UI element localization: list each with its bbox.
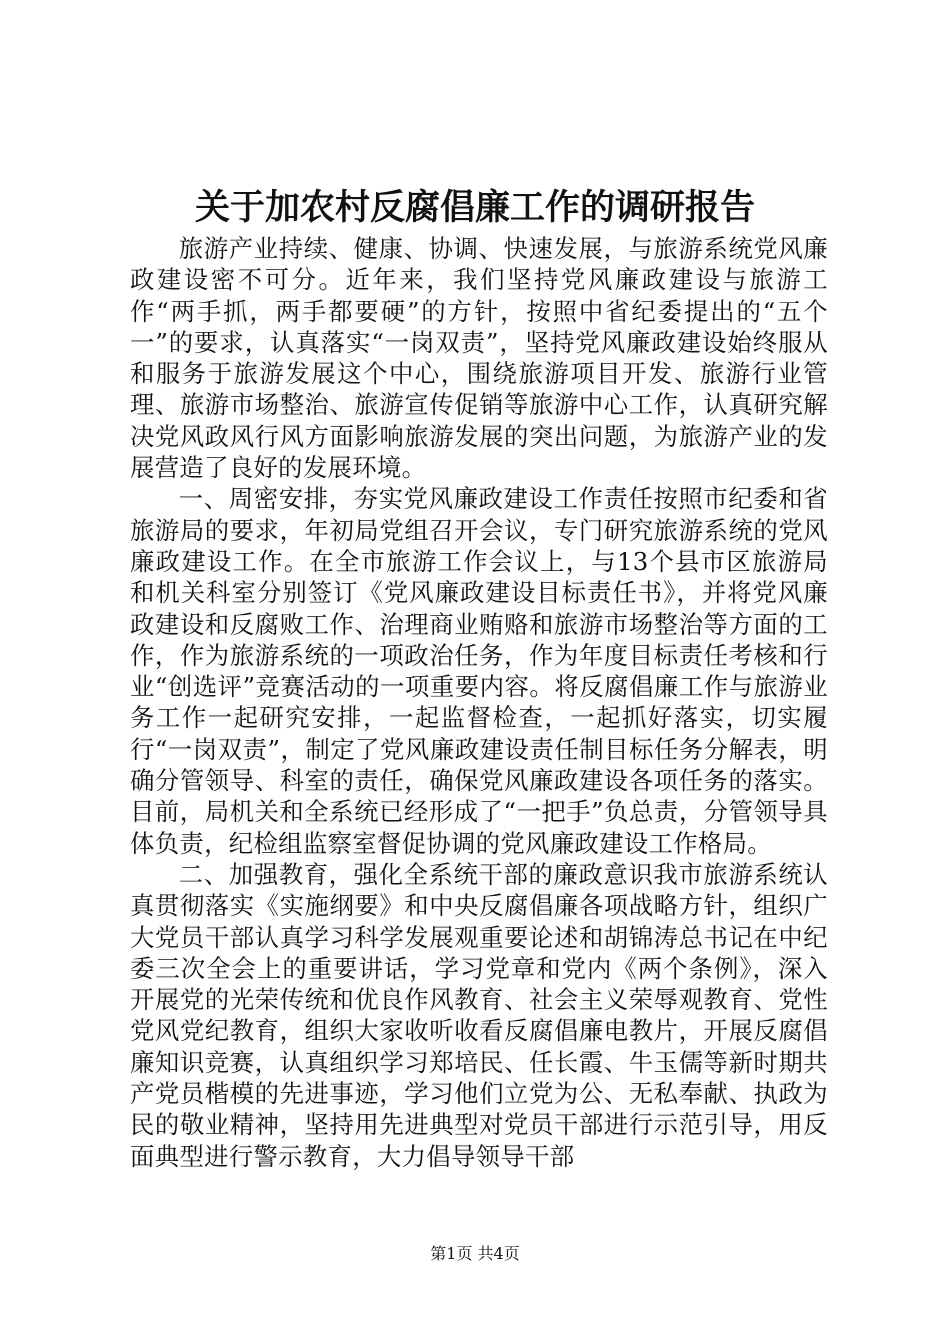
document-title: 关于加农村反腐倡廉工作的调研报告 (194, 187, 755, 228)
paragraph-section-2: 二、加强教育，强化全系统干部的廉政意识我市旅游系统认真贯彻落实《实施纲要》和中央反腐倡廉各项战略方针，组织广大党员干部认真学习科学发展观重要论述和胡锦涛总书记在中纪委三次全会上的重要讲话，学习党章和党内《两个条例》，深入开展党的光荣传统和优良作风教育、社会主义荣辱观教育、党性党风党纪教育，组织大家收听收看反腐倡廉电教片，开展反腐倡廉知识竞赛，认真组织学习郑培民、任长霞、牛玉儒等新时期共产党员楷模的先进事迹，学习他们立党为公、无私奉献、执政为民的敬业精神，坚持用先进典型对党员干部进行示范引导，用反面典型进行警示教育，大力倡导领导干部 (130, 859, 828, 1171)
paragraph-section-1: 一、周密安排，夯实党风廉政建设工作责任按照市纪委和省旅游局的要求，年初局党组召开会议，专门研究旅游系统的党风廉政建设工作。在全市旅游工作会议上，与13个县市区旅游局和机关科室分别签订《党风廉政建设目标责任书》，并将党风廉政建设和反腐败工作、治理商业贿赂和旅游市场整治等方面的工作，作为旅游系统的一项政治任务，作为年度目标责任考核和行业“创选评”竞赛活动的一项重要内容。将反腐倡廉工作与旅游业务工作一起研究安排，一起监督检查，一起抓好落实，切实履行“一岗双责”，制定了党风廉政建设责任制目标任务分解表，明确分管领导、科室的责任，确保党风廉政建设各项任务的落实。目前，局机关和全系统已经形成了“一把手”负总责，分管领导具体负责，纪检组监察室督促协调的党风廉政建设工作格局。 (130, 484, 828, 858)
paragraph-intro: 旅游产业持续、健康、协调、快速发展，与旅游系统党风廉政建设密不可分。近年来，我们坚持党风廉政建设与旅游工作“两手抓，两手都要硬”的方针，按照中省纪委提出的“五个一”的要求，认真落实“一岗双责”，坚持党风廉政建设始终服从和服务于旅游发展这个中心，围绕旅游项目开发、旅游行业管理、旅游市场整治、旅游宣传促销等旅游中心工作，认真研究解决党风政风行风方面影响旅游发展的突出问题，为旅游产业的发展营造了良好的发展环境。 (130, 234, 828, 483)
page-footer: 第1页 共4页 (430, 1244, 520, 1263)
document-body (130, 233, 828, 1172)
